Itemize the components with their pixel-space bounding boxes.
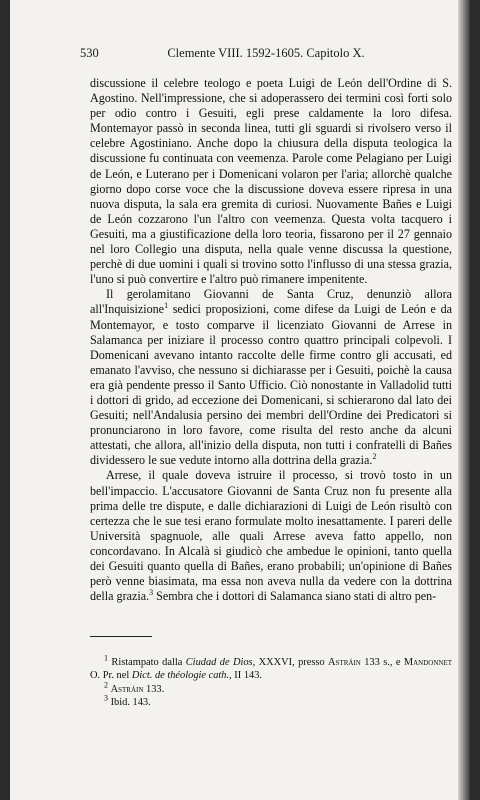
footnotes <box>90 653 453 710</box>
footnote-1-author: Astráin <box>328 657 361 668</box>
page-binding-shadow <box>458 0 470 800</box>
footnote-1-text-c: 133 s., e <box>360 657 404 668</box>
footnote-1-title-2: Dict. de théologie cath. <box>131 670 230 682</box>
paragraph-2-text-b: sedici proposizioni, come difese da Luigi de León e da Montemayor, e tosto comparve il licenziato Giovanni de Arrese in Salamanca per iniziare il processo contro quattro principali colpevoli. I Domenicani avevano intanto raccolte delle firme contro gli accusati, ed emanato l'avviso, che nessuno si dichiarasse per i Gesuiti, poichè la causa era già pendente presso il Santo Ufficio. Ciò nonostante in Valladolid tutti i dottori di grido, ad eccezione dei Domenicani, si schierarono dal lato dei Gesuiti; nell'Andalusia persino dei membri dell'Ordine dei Predicatori si pronunciarono in loro favore, come risulta del resto anche da alcuni attestati, che allora, all'inizio della disputa, non tutti i confratelli di Bañes dividessero le sue vedute intorno alla dottrina della grazia. <box>90 302 452 468</box>
page-number: 530 <box>80 46 99 60</box>
footnote-1-text-a: Ristampato dalla <box>108 657 186 668</box>
paragraph-3-text-b: Sembra che i dottori di Salamanca siano stati di altro pen- <box>153 589 437 604</box>
footnote-1-mark: 1 <box>104 653 108 663</box>
paragraph-2 <box>90 287 452 468</box>
footnote-3 <box>90 693 452 709</box>
main-text <box>90 76 452 604</box>
footnote-2-text: 133. <box>143 683 165 695</box>
footnote-rule <box>90 636 152 637</box>
footnote-2-mark: 2 <box>104 680 108 690</box>
footnote-1-text-b: , XXXVI, presso <box>252 657 329 668</box>
footnote-2 <box>90 680 452 696</box>
page-header <box>80 46 452 62</box>
footnote-ref-1: 1 <box>164 301 169 311</box>
footnote-2-author: Astráin <box>110 683 144 695</box>
paragraph-3-text-a: Arrese, il quale doveva istruire il processo, si trovò tosto in un bell'impaccio. L'accusatore Giovanni de Santa Cruz non fu presente alla prima delle tre dispute, e dalle dichiarazioni di Luigi de León risultò con certezza che le sue tesi erano formulate molto inesattamente. I pareri delle Università spagnuole, alle quali Arrese aveva fatto appello, non concordavano. In Alcalà si giudicò che ambedue le opinioni, tanto quella dei Gesuiti quanto quella di Bañes, erano probabili; un'opinione di Bañes però venne biasimata, ma essa non aveva nulla da vedere con la dottrina della grazia. <box>90 468 452 604</box>
paragraph-2-text-a: Il gerolamitano Giovanni de Santa Cruz, denunziò allora all'Inquisizione <box>90 287 452 317</box>
footnote-1-text-e: , II 143. <box>229 670 263 682</box>
footnote-ref-2: 2 <box>372 452 377 462</box>
footnote-1-title: Ciudad de Dios <box>185 657 253 668</box>
footnote-1 <box>90 653 453 683</box>
footnote-3-mark: 3 <box>104 693 108 703</box>
footnote-3-text: Ibid. 143. <box>108 697 151 709</box>
footnote-1-text-d: O. Pr. nel <box>90 670 132 682</box>
footnote-1-author-2: Mandonnet <box>403 657 453 668</box>
paragraph-3 <box>90 468 452 604</box>
running-title: Clemente VIII. 1592-1605. Capitolo X. <box>167 46 365 60</box>
paragraph-1: discussione il celebre teologo e poeta Luigi de León dell'Ordine di S. Agostino. Nell'impressione, che si adoperassero dei termini così forti solo per odio contro i Gesuiti, egli prese caldamente la loro difesa. Montemayor passò in seconda linea, tutti gli sguardi si rivolsero verso il celebre Agostiniano. Anche dopo la chiusura della disputa teologica la discussione fu continuata con veemenza. Parole come Pelagiano per Luigi de León, e Luterano per i Domenicani volaron per l'aria; allorchè qualche giorno dopo corse voce che la discussione doveva essere ripresa in una nuova disputa, la sala era gremita di curiosi. Nuovamente Bañes e Luigi de León cozzarono l'un l'altro con veemenza. Questa volta tacquero i Gesuiti, ma a giustificazione della loro teoria, fissarono per il 27 gennaio nel loro Collegio una disputa, nella quale venne discussa la questione, perchè di due uomini i quali si trovino sotto l'influsso di una stessa grazia, l'uno si può convertire e l'altro può rimanere impenitente. <box>90 76 452 287</box>
book-page <box>10 0 470 800</box>
footnote-ref-3: 3 <box>149 588 154 598</box>
